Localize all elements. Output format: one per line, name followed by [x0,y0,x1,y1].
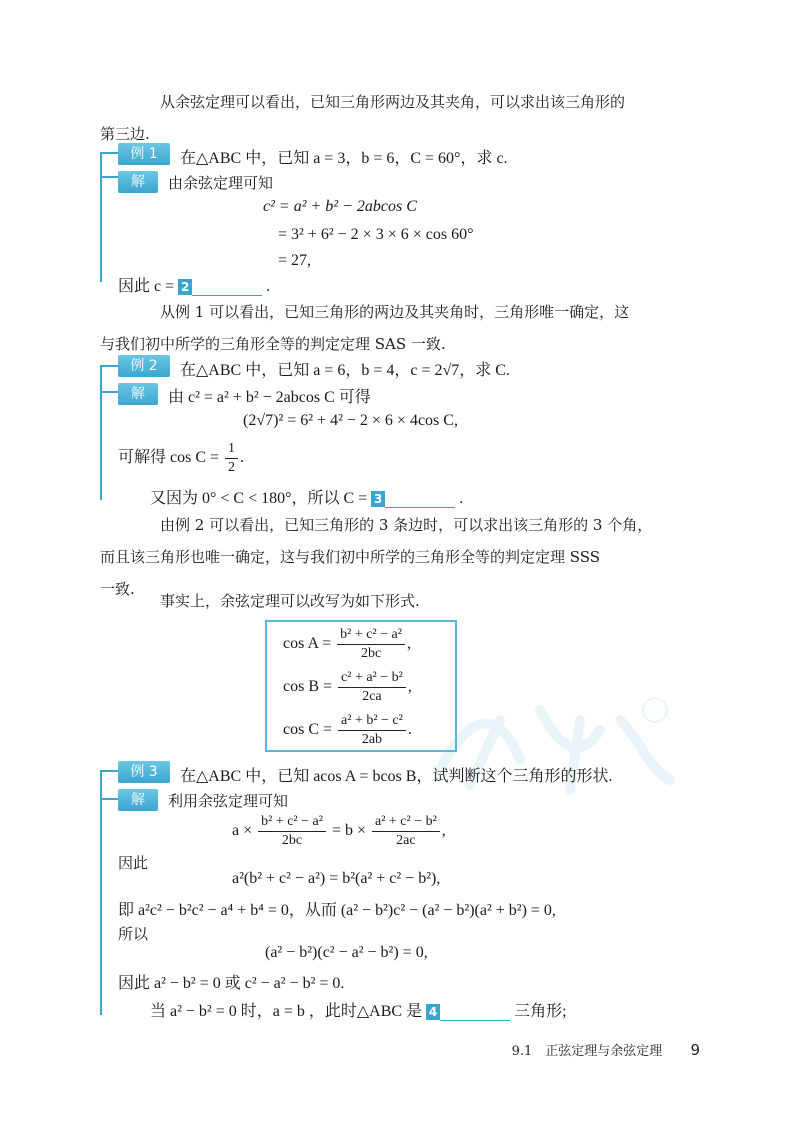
formula-cos-b-lhs: cos B = [283,678,333,696]
formula-cos-b-fraction [338,669,406,706]
example-3-eq-1-fraction-1 [258,813,326,850]
example-2-result-suffix: . [240,449,245,467]
paragraph-2 [100,296,700,360]
example-2-hook-top [100,365,118,367]
example-2-result [118,440,244,477]
formula-cos-c-den: 2ab [361,732,383,747]
fraction-2-den: 2ac [396,833,416,848]
example-3-hook-top [100,770,118,772]
example-3-line-so: 所以 [118,925,149,943]
formula-cos-c-lhs: cos C = [283,721,333,739]
example-1-bracket [100,152,102,282]
example-2-eq-1: (2√7)² = 6² + 4² − 2 × 6 × 4cos C, [243,412,458,429]
example-2-solution-tag: 解 [118,383,158,405]
example-1-hook-top [100,152,118,154]
paragraph-3-line-1: 由例 2 可以看出，已知三角形的 3 条边时，可以求出该三角形的 3 个角， [160,516,653,534]
example-3-eq-1-fraction-2 [372,813,440,850]
formula-cos-b-end: , [407,678,412,696]
formula-cos-a-fraction [337,626,405,663]
page-number: 9 [690,1041,700,1059]
page-footer [512,1040,700,1059]
blank-3-marker: 3 [371,491,385,507]
formula-cos-a-num: b² + c² − a² [337,626,405,645]
formula-cos-b-num: c² + a² − b² [338,669,406,688]
example-2-result-prefix: 可解得 cos C = [118,449,220,467]
example-3-eq-3: (a² − b²)(c² − a² − b²) = 0, [265,944,428,961]
blank-4-marker: 4 [426,1004,440,1020]
example-3-eq-1 [232,813,446,850]
example-2-question: 在△ABC 中，已知 a = 6，b = 4，c = 2√7，求 C. [180,362,510,379]
intro-line-2: 第三边. [100,125,150,143]
footer-section-title: 9.1 正弦定理与余弦定理 [511,1044,663,1059]
example-1-hook-sol [100,176,118,178]
example-2-final-line [150,485,463,508]
example-1-conclusion-suffix: . [266,278,271,295]
blank-2-marker: 2 [178,279,192,295]
example-3-eq-2: a²(b² + c² − a²) = b²(a² + c² − b²), [232,870,441,887]
example-3-line-5 [150,998,567,1021]
example-1-tag: 例 1 [118,143,170,165]
formula-cos-c [283,712,412,749]
formula-cos-b-den: 2ca [362,689,382,704]
fraction-1-den: 2bc [281,833,303,848]
fraction-2-num: a² + c² − b² [372,813,440,832]
example-2-final-suffix: . [459,490,464,507]
formula-cos-c-num: a² + b² − c² [338,712,406,731]
formula-cos-c-end: . [407,721,412,739]
blank-2-input[interactable] [192,279,262,296]
example-2-hook-sol [100,391,118,393]
example-3-hook-sol [100,798,118,800]
example-2-solution-text: 由 c² = a² + b² − 2abcos C 可得 [168,389,371,406]
example-3-solution-text: 利用余弦定理可知 [168,792,289,810]
blank-3-input[interactable] [385,491,455,508]
example-1-conclusion [118,273,270,296]
example-1-eq-2: = 3² + 6² − 2 × 3 × 6 × cos 60° [278,226,474,243]
example-3-eq-1-mid: = b × [331,822,366,840]
example-3-eq-1-a: a × [232,822,253,840]
example-1-conclusion-prefix: 因此 c = [118,278,175,295]
example-3-line-5-prefix: 当 a² − b² = 0 时，a = b ，此时△ABC 是 [150,1003,423,1020]
intro-line-1: 从余弦定理可以看出，已知三角形两边及其夹角，可以求出该三角形的 [160,93,626,111]
formula-cos-a [283,626,411,663]
fraction-denominator: 2 [228,460,236,475]
paragraph-2-line-1: 从例 1 可以看出，已知三角形的两边及其夹角时，三角形唯一确定，这 [160,303,630,321]
fraction-numerator: 1 [225,440,238,459]
paragraph-4: 事实上，余弦定理可以改写为如下形式. [160,592,420,610]
formula-cos-a-lhs: cos A = [283,635,332,653]
formula-cos-b [283,669,412,706]
paragraph-2-line-2: 与我们初中所学的三角形全等的判定定理 SAS 一致. [100,335,446,353]
example-1-solution-text: 由余弦定理可知 [168,174,274,192]
example-3-line-4: 因此 a² − b² = 0 或 c² − a² − b² = 0. [118,975,345,992]
formula-cos-c-fraction [338,712,406,749]
example-2-tag: 例 2 [118,355,170,377]
example-3-eq-1-end: , [441,822,446,840]
paragraph-3-line-2: 而且该三角形也唯一确定，这与我们初中所学的三角形全等的判定定理 SSS [100,548,601,566]
intro-paragraph [100,86,700,150]
example-3-line-2: 即 a²c² − b²c² − a⁴ + b⁴ = 0，从而 (a² − b²)c² − (a² − b²)(a² + b²) = 0, [118,902,556,919]
example-3-bracket [100,770,102,1015]
example-3-solution-tag: 解 [118,789,158,811]
example-2-fraction [225,440,238,477]
blank-4-input[interactable] [440,1004,510,1021]
formula-cos-a-end: , [406,635,411,653]
formula-cos-a-den: 2bc [360,646,382,661]
example-3-question: 在△ABC 中，已知 acos A = bcos B，试判断这个三角形的形状. [180,768,613,785]
example-3-line-5-suffix: 三角形; [514,1003,567,1020]
fraction-1-num: b² + c² − a² [258,813,326,832]
example-1-question: 在△ABC 中，已知 a = 3，b = 6，C = 60°，求 c. [180,150,508,167]
example-2-bracket [100,365,102,500]
example-2-final-prefix: 又因为 0° < C < 180°，所以 C = [150,490,368,507]
example-1-eq-1: c² = a² + b² − 2abcos C [263,198,417,215]
example-1-solution-tag: 解 [118,171,158,193]
example-3-line-therefore: 因此 [118,854,149,872]
example-3-tag: 例 3 [118,761,170,783]
example-1-eq-3: = 27, [278,252,312,269]
paragraph-3-line-3: 一致. [100,580,135,598]
